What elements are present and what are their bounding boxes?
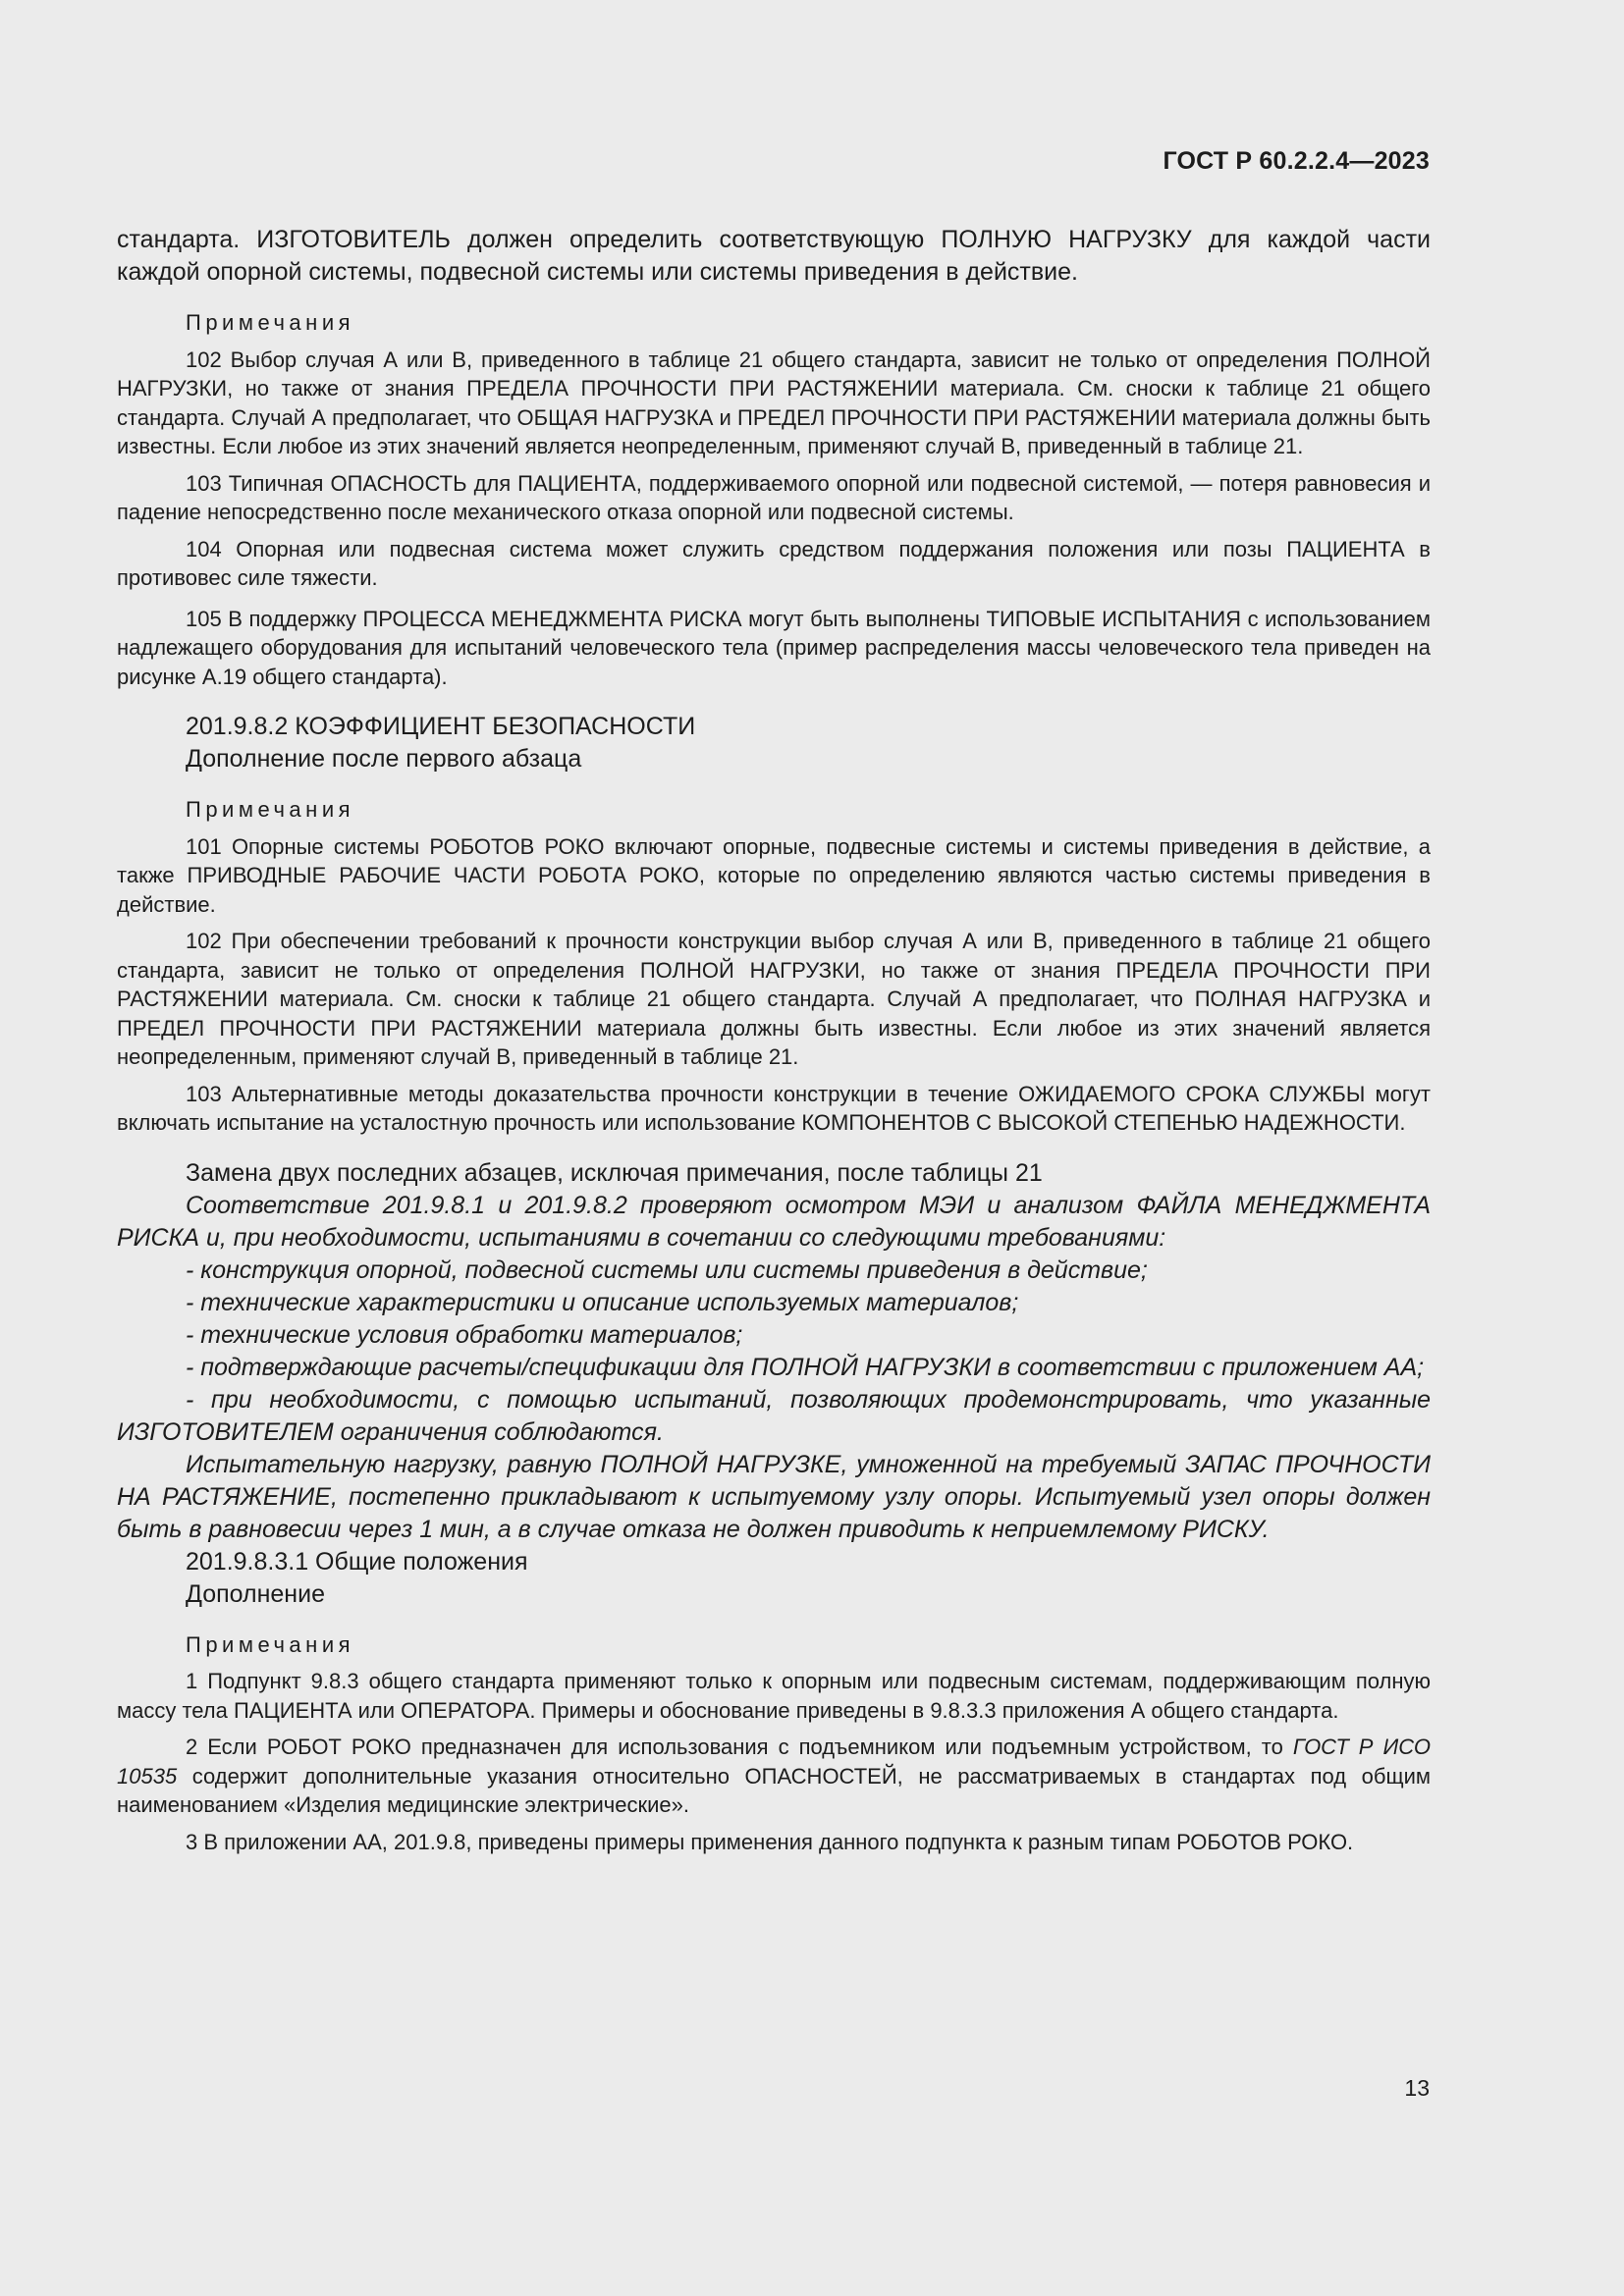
- notes-label: Примечания: [186, 310, 355, 335]
- standard-reference: ГОСТ Р ИСО 10535: [117, 1735, 1431, 1789]
- section-heading-general: 201.9.8.3.1 Общие положения: [186, 1547, 528, 1575]
- test-load-paragraph: Испытательную нагрузку, равную ПОЛНОЙ НАГРУЗКЕ, умноженной на требуемый ЗАПАС ПРОЧНОСТИ НА РАСТЯЖЕНИЕ, постепенно прикладывают к испытуемому узлу опоры. Испытуемый узел опоры должен быть в равновесии через 1 мин, а в случае отказа не должен приводить к неприемлемому РИСКУ.: [117, 1450, 1431, 1543]
- note-102-strength: 102 При обеспечении требований к прочности конструкции выбор случая А или В, приведенного в таблице 21 общего стандарта, зависит не только от определения ПОЛНОЙ НАГРУЗКИ, но также от знания ПРЕДЕЛА ПРОЧНОСТИ ПРИ РАСТЯЖЕНИИ материала. См. сноски к таблице 21 общего стандарта. Случай А предполагает, что ПОЛНАЯ НАГРУЗКА и ПРЕДЕЛ ПРОЧНОСТИ ПРИ РАСТЯЖЕНИИ материала должны быть известны. Если любое из этих значений является неопределенным, применяют случай В, приведенный в таблице 21.: [117, 929, 1431, 1069]
- note-1: 1 Подпункт 9.8.3 общего стандарта применяют только к опорным или подвесным системам, поддерживающим полную массу тела ПАЦИЕНТА или ОПЕРАТОРА. Примеры и обоснование приведены в 9.8.3.3 приложения А общего стандарта.: [117, 1669, 1431, 1723]
- note-103: 103 Типичная ОПАСНОСТЬ для ПАЦИЕНТА, поддерживаемого опорной или подвесной системой, — потеря равновесия и падение непосредственно после механического отказа опорной или подвесной системы.: [117, 470, 1431, 524]
- section-heading-safety-factor: 201.9.8.2 КОЭФФИЦИЕНТ БЕЗОПАСНОСТИ: [186, 713, 696, 740]
- notes-label: Примечания: [186, 1631, 355, 1657]
- note-2: [117, 1733, 1431, 1820]
- section-subheading-addition: Дополнение: [186, 1579, 325, 1608]
- requirement-item: - технические условия обработки материалов;: [186, 1320, 743, 1349]
- note-102: 102 Выбор случая А или В, приведенного в таблице 21 общего стандарта, зависит не только от определения ПОЛНОЙ НАГРУЗКИ, но также от знания ПРЕДЕЛА ПРОЧНОСТИ ПРИ РАСТЯЖЕНИИ материала. См. сноски к таблице 21 общего стандарта. Случай А предполагает, что ОБЩАЯ НАГРУЗКА и ПРЕДЕЛ ПРОЧНОСТИ ПРИ РАСТЯЖЕНИИ материала должны быть известны. Если любое из этих значений является неопределенным, применяют случай В, приведенный в таблице 21.: [117, 347, 1431, 458]
- requirement-item: - подтверждающие расчеты/спецификации для ПОЛНОЙ НАГРУЗКИ в соответствии с приложением АА;: [186, 1353, 1425, 1381]
- compliance-paragraph: Соответствие 201.9.8.1 и 201.9.8.2 проверяют осмотром МЭИ и анализом ФАЙЛА МЕНЕДЖМЕНТА РИСКА и, при необходимости, испытаниями в сочетании со следующими требованиями:: [117, 1191, 1431, 1252]
- requirement-item: - конструкция опорной, подвесной системы или системы приведения в действие;: [186, 1255, 1148, 1284]
- note-2-text: 2 Если РОБОТ РОКО предназначен для использования с подъемником или подъемным устройством, то: [186, 1735, 1293, 1759]
- paragraph-intro: стандарта. ИЗГОТОВИТЕЛЬ должен определить соответствующую ПОЛНУЮ НАГРУЗКУ для каждой части каждой опорной системы, подвесной системы или системы приведения в действие.: [117, 226, 1431, 286]
- note-3: 3 В приложении АА, 201.9.8, приведены примеры применения данного подпункта к разным типам РОБОТОВ РОКО.: [186, 1829, 1354, 1854]
- note-104: 104 Опорная или подвесная система может служить средством поддержания положения или позы ПАЦИЕНТА в противовес силе тяжести.: [117, 536, 1431, 590]
- replacement-statement: Замена двух последних абзацев, исключая примечания, после таблицы 21: [186, 1158, 1043, 1187]
- note-103-methods: 103 Альтернативные методы доказательства прочности конструкции в течение ОЖИДАЕМОГО СРОКА СЛУЖБЫ могут включать испытание на усталостную прочность или использование КОМПОНЕНТОВ С ВЫСОКОЙ СТЕПЕНЬЮ НАДЕЖНОСТИ.: [117, 1081, 1431, 1135]
- note-101: 101 Опорные системы РОБОТОВ РОКО включают опорные, подвесные системы и системы приведения в действие, а также ПРИВОДНЫЕ РАБОЧИЕ ЧАСТИ РОБОТА РОКО, которые по определению являются частью системы приведения в действие.: [117, 833, 1431, 917]
- requirement-item: - при необходимости, с помощью испытаний, позволяющих продемонстрировать, что указанные ИЗГОТОВИТЕЛЕМ ограничения соблюдаются.: [117, 1385, 1431, 1446]
- section-subheading-addition: Дополнение после первого абзаца: [186, 745, 582, 773]
- notes-label: Примечания: [186, 797, 355, 822]
- page-number: 13: [1404, 2075, 1430, 2101]
- document-body: [117, 224, 1431, 1856]
- note-2-text: содержит дополнительные указания относительно ОПАСНОСТЕЙ, не рассматриваемых в стандартах под общим наименованием «Изделия медицинские электрические».: [117, 1763, 1431, 1817]
- requirement-item: - технические характеристики и описание используемых материалов;: [186, 1288, 1019, 1316]
- note-105: 105 В поддержку ПРОЦЕССА МЕНЕДЖМЕНТА РИСКА могут быть выполнены ТИПОВЫЕ ИСПЫТАНИЯ с использованием надлежащего оборудования для испытаний человеческого тела (пример распределения массы человеческого тела приведен на рисунке А.19 общего стандарта).: [117, 606, 1431, 689]
- document-header: ГОСТ Р 60.2.2.4—2023: [1163, 147, 1430, 175]
